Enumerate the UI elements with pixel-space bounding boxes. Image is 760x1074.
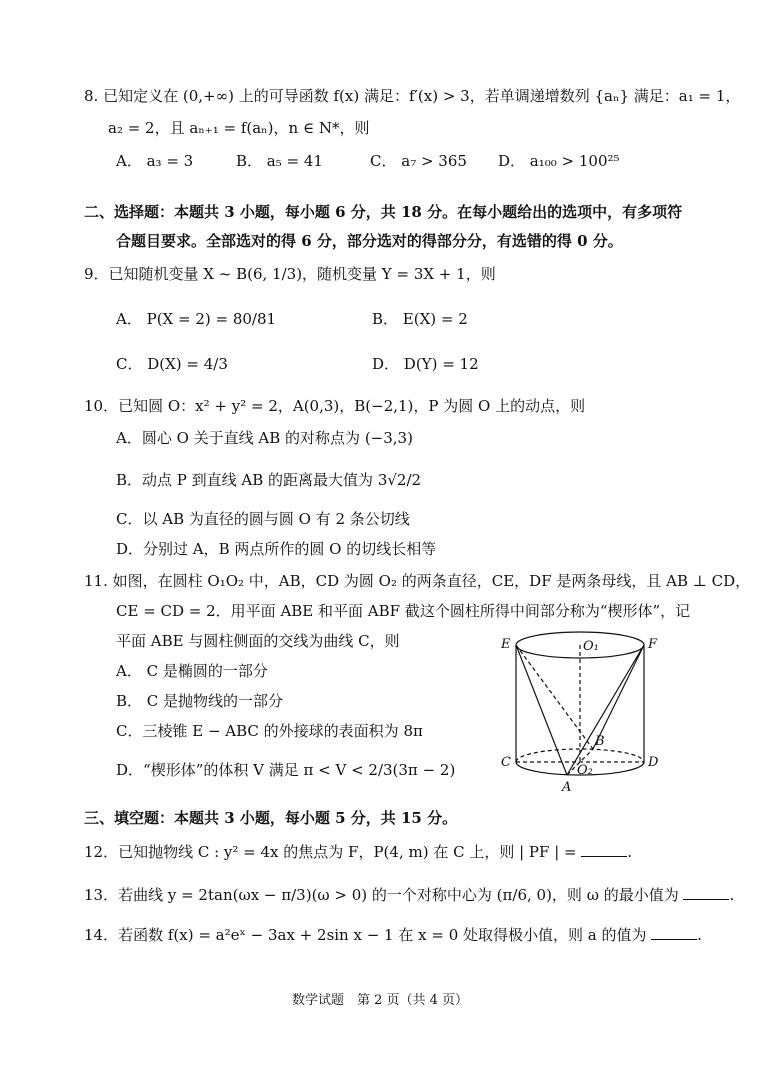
q8-option-a: A． a₃ = 3 [116, 152, 194, 170]
q9-stem: 9．已知随机变量 X ~ B(6, 1/3)，随机变量 Y = 3X + 1，则 [84, 265, 496, 283]
label-f: F [648, 637, 658, 652]
q8-option-d: D． a₁₀₀ > 100²⁵ [498, 152, 620, 170]
section2-heading-line2: 合题目要求。全部选对的得 6 分，部分选对的得部分分，有选错的得 0 分。 [116, 232, 623, 250]
label-b: B [595, 734, 605, 749]
q13-text: 13．若曲线 y = 2tan(ωx − π/3)(ω > 0) 的一个对称中心为 (π/6, 0)，则 ω 的最小值为 [84, 886, 679, 904]
q12-end: . [627, 843, 633, 861]
section2-heading-line1: 二、选择题：本题共 3 小题，每小题 6 分，共 18 分。在每小题给出的选项中，有多项符 [84, 203, 683, 221]
q13 [84, 885, 734, 905]
q9-option-b: B． E(X) = 2 [372, 310, 468, 328]
q14-end: . [697, 926, 703, 944]
q10-option-a: A．圆心 O 关于直线 AB 的对称点为 (−3,3) [116, 429, 413, 447]
q14-answer-blank[interactable] [651, 925, 697, 940]
q8-stem-line1: 8. 已知定义在 (0,+∞) 上的可导函数 f(x) 满足：f′(x) > 3，若单调递增数列 {aₙ} 满足：a₁ = 1， [84, 87, 741, 105]
q12 [84, 842, 632, 862]
q13-end: . [729, 886, 735, 904]
label-d: D [648, 755, 659, 770]
label-e: E [501, 637, 511, 652]
q13-answer-blank[interactable] [683, 885, 729, 900]
q14 [84, 925, 702, 945]
label-o1: O₁ [583, 639, 599, 654]
q9-option-d: D． D(Y) = 12 [372, 355, 479, 373]
q10-stem: 10．已知圆 O：x² + y² = 2，A(0,3)，B(−2,1)，P 为圆 O 上的动点，则 [84, 397, 586, 415]
q12-text: 12．已知抛物线 C : y² = 4x 的焦点为 F，P(4, m) 在 C 上，则 | PF | = [84, 843, 577, 861]
q11-stem-line3: 平面 ABE 与圆柱侧面的交线为曲线 C，则 [116, 632, 400, 650]
page-footer: 数学试题 第 2 页（共 4 页） [291, 993, 469, 1008]
label-c: C [501, 755, 511, 770]
q11-option-b: B． C 是抛物线的一部分 [116, 692, 284, 710]
q10-option-d: D．分别过 A，B 两点所作的圆 O 的切线长相等 [116, 540, 437, 558]
q10-option-c: C．以 AB 为直径的圆与圆 O 有 2 条公切线 [116, 510, 410, 528]
q10-option-b: B．动点 P 到直线 AB 的距离最大值为 3√2/2 [116, 471, 422, 489]
q11-stem-line1: 11. 如图，在圆柱 O₁O₂ 中，AB，CD 为圆 O₂ 的两条直径，CE，DF 是两条母线，且 AB ⊥ CD， [84, 572, 751, 590]
q11-option-a: A． C 是椭圆的一部分 [116, 662, 268, 680]
q12-answer-blank[interactable] [581, 842, 627, 857]
q11-option-c: C．三棱锥 E − ABC 的外接球的表面积为 8π [116, 722, 423, 740]
label-a: A [562, 780, 572, 795]
section3-heading: 三、填空题：本题共 3 小题，每小题 5 分，共 15 分。 [84, 809, 458, 827]
q11-stem-line2: CE = CD = 2．用平面 ABE 和平面 ABF 截这个圆柱所得中间部分称为“楔形体”，记 [116, 602, 691, 620]
q8-option-c: C． a₇ > 365 [370, 152, 467, 170]
cylinder-figure [495, 628, 665, 796]
q11-option-d: D．“楔形体”的体积 V 满足 π < V < 2/3(3π − 2) [116, 761, 456, 779]
q8-option-b: B． a₅ = 41 [236, 152, 323, 170]
line-eb [516, 645, 593, 749]
line-fa [567, 645, 644, 775]
q14-text: 14．若函数 f(x) = a²eˣ − 3ax + 2sin x − 1 在 x = 0 处取得极小值，则 a 的值为 [84, 926, 647, 944]
q9-option-c: C． D(X) = 4/3 [116, 355, 228, 373]
q8-stem-line2: a₂ = 2，且 aₙ₊₁ = f(aₙ)，n ∈ N*，则 [108, 119, 370, 137]
label-o2: O₂ [577, 763, 593, 778]
q9-option-a: A． P(X = 2) = 80/81 [116, 310, 277, 328]
